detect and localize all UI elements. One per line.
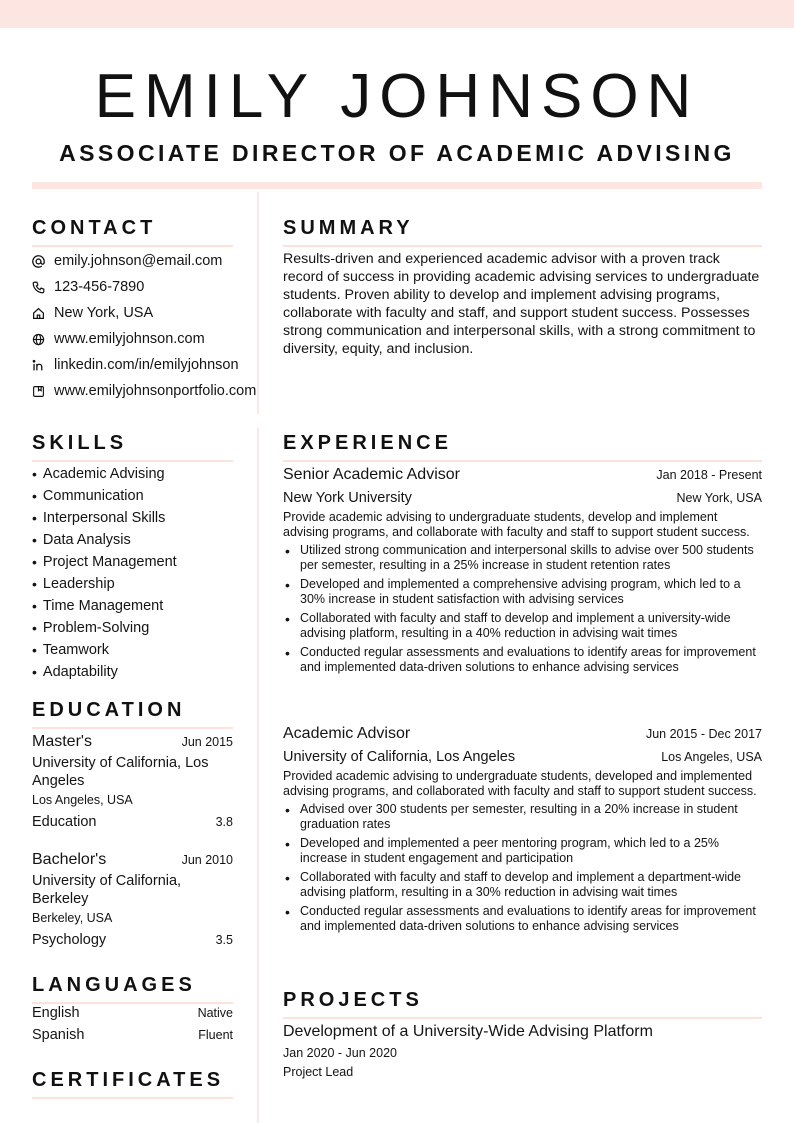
job-bullet: • Utilized strong communication and interpersonal skills to advise over 500 students per semester, resulting in a 25% increase in student retention rates xyxy=(285,543,754,572)
education-location: Berkeley, USA xyxy=(32,911,113,925)
job-bullet: • Collaborated with faculty and staff to develop and implement a department-wide advising platform, resulting in a 30% reduction in advising wait times xyxy=(285,870,741,899)
education-field: Psychology xyxy=(32,932,107,948)
education-entry xyxy=(32,849,233,950)
education-date: Jun 2010 xyxy=(181,853,233,867)
skill-item: • Academic Advising xyxy=(32,463,242,485)
column-divider-bottom xyxy=(257,428,259,1123)
language-row xyxy=(32,1027,233,1049)
job-title: Senior Academic Advisor xyxy=(283,466,460,483)
contact-linkedin-text: linkedin.com/in/emilyjohnson xyxy=(54,357,239,373)
job-dates: Jun 2015 - Dec 2017 xyxy=(645,727,762,741)
project-entry xyxy=(283,1021,762,1081)
education-location: Los Angeles, USA xyxy=(32,793,133,807)
globe-icon xyxy=(32,333,54,346)
education-school: University of California, Los Angeles xyxy=(32,755,209,789)
home-icon xyxy=(32,307,54,320)
skill-item: • Adaptability xyxy=(32,661,242,683)
skills-heading: SKILLS xyxy=(32,430,233,462)
language-row xyxy=(32,1005,233,1027)
job-description: Provided academic advising to undergraduate students, developed and implemented advising programs, and collaborated with faculty and staff to support student success. xyxy=(283,769,757,798)
project-dates: Jan 2020 - Jun 2020 xyxy=(283,1046,397,1060)
job-entry xyxy=(283,723,762,938)
language-name: Spanish xyxy=(32,1027,85,1043)
education-entry xyxy=(32,731,233,832)
skills-list xyxy=(32,463,242,683)
job-company: New York University xyxy=(283,490,412,506)
education-gpa: 3.8 xyxy=(215,815,233,829)
top-accent-band xyxy=(0,0,794,28)
education-gpa: 3.5 xyxy=(215,933,233,947)
skill-item: • Data Analysis xyxy=(32,529,242,551)
contact-location-text: New York, USA xyxy=(54,305,154,321)
resume-name: EMILY JOHNSON xyxy=(94,62,700,131)
contact-phone-text: 123-456-7890 xyxy=(54,279,145,295)
skill-item: • Interpersonal Skills xyxy=(32,507,242,529)
job-bullets xyxy=(283,543,762,675)
job-title: Academic Advisor xyxy=(283,725,411,742)
project-role: Project Lead xyxy=(283,1065,354,1079)
job-bullet: • Developed and implemented a comprehensive advising program, which led to a 30% increase in student satisfaction with advising services xyxy=(285,577,741,606)
education-field: Education xyxy=(32,814,97,830)
language-level: Native xyxy=(197,1006,233,1020)
project-title: Development of a University-Wide Advising Platform xyxy=(283,1023,653,1040)
summary-heading: SUMMARY xyxy=(283,215,762,247)
contact-location xyxy=(32,300,282,326)
experience-heading: EXPERIENCE xyxy=(283,430,762,462)
header-divider xyxy=(32,182,762,189)
at-icon xyxy=(32,255,54,268)
job-dates: Jan 2018 - Present xyxy=(656,468,762,482)
education-school: University of California, Berkeley xyxy=(32,873,182,907)
job-bullets xyxy=(283,802,762,934)
contact-linkedin[interactable] xyxy=(32,352,282,378)
skill-item: • Leadership xyxy=(32,573,242,595)
job-location: New York, USA xyxy=(676,491,762,505)
contact-portfolio-text: www.emilyjohnsonportfolio.com xyxy=(54,383,257,399)
summary-text: Results-driven and experienced academic advisor with a proven track record of success in providing academic advising services to undergraduate students. Proven ability to develop and implement advising programs, collaborate with faculty and staff, and support student success. Possesses strong communication and interpersonal skills, with a strong commitment to diversity, equity, and inclusion. xyxy=(283,251,760,357)
phone-icon xyxy=(32,281,54,294)
job-company: University of California, Los Angeles xyxy=(283,749,516,765)
skill-item: • Problem-Solving xyxy=(32,617,242,639)
skill-item: • Project Management xyxy=(32,551,242,573)
contact-website-text: www.emilyjohnson.com xyxy=(54,331,205,347)
certificates-heading: CERTIFICATES xyxy=(32,1067,233,1099)
portfolio-icon xyxy=(32,385,54,398)
skill-item: • Time Management xyxy=(32,595,242,617)
job-location: Los Angeles, USA xyxy=(661,750,762,764)
job-bullet: • Developed and implemented a peer mentoring program, which led to a 25% increase in student engagement and participation xyxy=(285,836,719,865)
job-bullet: • Conducted regular assessments and evaluations to identify areas for improvement and implemented data-driven solutions to enhance advising services xyxy=(285,645,756,674)
education-degree: Bachelor's xyxy=(32,851,107,868)
languages-list xyxy=(32,1005,233,1049)
job-bullet: • Conducted regular assessments and evaluations to identify areas for improvement and implemented data-driven solutions to enhance advising services xyxy=(285,904,756,933)
resume-role: ASSOCIATE DIRECTOR OF ACADEMIC ADVISING xyxy=(59,140,735,166)
linkedin-icon xyxy=(32,359,54,372)
languages-heading: LANGUAGES xyxy=(32,972,233,1004)
skill-item: • Communication xyxy=(32,485,242,507)
contact-phone[interactable] xyxy=(32,274,282,300)
job-bullet: • Collaborated with faculty and staff to develop and implement a university-wide advising platform, resulting in a 40% reduction in advising wait times xyxy=(285,611,731,640)
contact-email[interactable] xyxy=(32,248,282,274)
education-degree: Master's xyxy=(32,733,92,750)
education-date: Jun 2015 xyxy=(181,735,233,749)
language-name: English xyxy=(32,1005,80,1021)
contact-heading: CONTACT xyxy=(32,215,233,247)
projects-heading: PROJECTS xyxy=(283,987,762,1019)
job-description: Provide academic advising to undergraduate students, develop and implement advising programs, and collaborate with faculty and staff to support student success. xyxy=(283,510,750,539)
contact-portfolio[interactable] xyxy=(32,378,282,404)
contact-email-text: emily.johnson@email.com xyxy=(54,253,223,269)
job-entry xyxy=(283,464,762,679)
job-bullet: • Advised over 300 students per semester, resulting in a 20% increase in student graduation rates xyxy=(285,802,738,831)
contact-list xyxy=(32,248,282,404)
skill-item: • Teamwork xyxy=(32,639,242,661)
education-heading: EDUCATION xyxy=(32,697,233,729)
language-level: Fluent xyxy=(198,1028,233,1042)
contact-website[interactable] xyxy=(32,326,282,352)
